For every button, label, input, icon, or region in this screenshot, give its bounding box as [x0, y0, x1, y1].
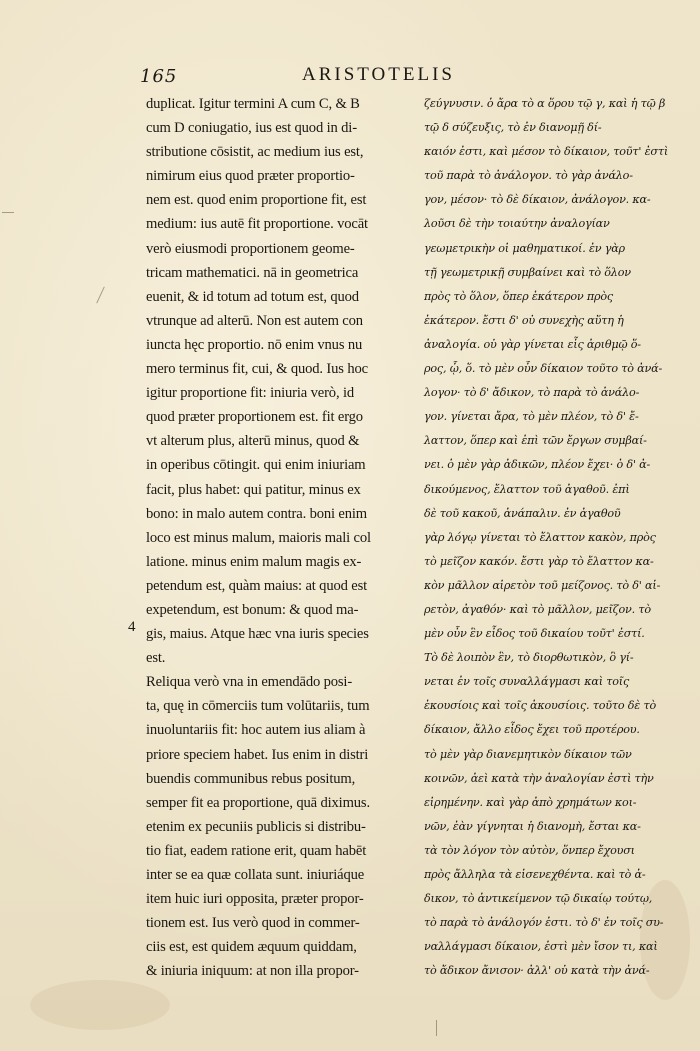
greek-text-line: ρος, ᾧ, ὅ. τὸ μὲν οὖν δίκαιον τοῦτο τὸ ἀνά-: [424, 362, 663, 376]
latin-text-line: gis, maius. Atque hæc vna iuris species: [146, 626, 369, 643]
greek-text-line: δὲ τοῦ κακοῦ, ἀνάπαλιν. ἐν ἀγαθοῦ: [424, 506, 621, 520]
latin-text-line: tricam mathematici. nā in geometrica: [146, 264, 359, 281]
greek-text-line: γεωμετρικὴν οἱ μαθηματικοί. ἐν γὰρ: [424, 241, 625, 255]
greek-text-line: ναλλάγμασι δίκαιον, ἐστὶ μὲν ἴσον τι, καὶ: [424, 940, 658, 954]
greek-text-line: τῇ γεωμετρικῇ συμβαίνει καὶ τὸ ὅλον: [424, 265, 631, 279]
greek-text-line: γὰρ λόγῳ γίνεται τὸ ἔλαττον κακὸν, πρὸς: [424, 530, 656, 544]
latin-text-line: tionem est. Ius verò quod in commer-: [146, 915, 360, 932]
latin-text-line: buendis communibus rebus positum,: [146, 770, 356, 787]
greek-text-line: νῶν, ἐὰν γίγνηται ἡ διανομὴ, ἔσται κα-: [424, 819, 641, 833]
margin-mark: [436, 1020, 437, 1036]
greek-text-line: καιόν ἐστι, καὶ μέσον τὸ δίκαιον, τοῦτ' ἐστὶ: [424, 145, 669, 159]
latin-text-line: inter se ea quæ collata sunt. iniuriáque: [146, 867, 365, 883]
greek-text-line: Τὸ δὲ λοιπὸν ἓν, τὸ διορθωτικὸν, ὃ γί-: [424, 651, 634, 665]
greek-text-line: τοῦ παρὰ τὸ ἀνάλογον. τὸ γὰρ ἀνάλο-: [424, 169, 633, 183]
greek-text-line: δικον, τὸ ἀντικείμενον τῷ δικαίῳ τούτῳ,: [424, 892, 653, 906]
greek-text-line: τὸ μεῖζον κακόν. ἔστι γὰρ τὸ ἔλαττον κα-: [424, 554, 654, 568]
latin-text-line: nimirum eius quod præter proportio-: [146, 168, 355, 185]
greek-text-line: ἑκάτερον. ἔστι δ' οὐ συνεχὴς αὕτη ἡ: [424, 313, 624, 327]
latin-text-line: nem est. quod enim proportione fit, est: [146, 192, 367, 209]
latin-text-line: igitur proportione fit: iniuria verò, id: [146, 385, 354, 402]
latin-text-line: item huic iuri opposita, præter propor-: [146, 891, 364, 908]
greek-text-line: δίκαιον, ἄλλο εἶδος ἔχει τοῦ προτέρου.: [424, 723, 640, 737]
latin-text-line: & iniuria iniquum: at non illa propor-: [146, 963, 359, 980]
greek-text-line: λαττον, ὅπερ καὶ ἐπὶ τῶν ἔργων συμβαί-: [424, 434, 647, 448]
latin-text-line: duplicat. Igitur termini A cum C, & B: [146, 96, 360, 112]
greek-text-line: νεται ἐν τοῖς συναλλάγμασι καὶ τοῖς: [424, 675, 630, 689]
margin-mark: [96, 287, 105, 304]
paper-stain: [30, 980, 170, 1030]
latin-text-line: medium: ius autē fit proportione. vocāt: [146, 216, 368, 233]
greek-text-line: τὸ μὲν γὰρ διανεμητικὸν δίκαιον τῶν: [424, 747, 632, 761]
latin-text-line: priore speciem habet. Ius enim in distri: [146, 746, 369, 763]
greek-text-line: κὸν μᾶλλον αἱρετὸν τοῦ μείζονος. τὸ δ' αἱ-: [424, 578, 661, 592]
greek-text-line: νει. ὁ μὲν γὰρ ἀδικῶν, πλέον ἔχει· ὁ δ' ἀ-: [424, 458, 651, 472]
running-head: ARISTOTELIS: [302, 64, 455, 85]
page-number: 165: [140, 66, 178, 87]
latin-text-line: ta, quę in cōmerciis tum volūtariis, tum: [146, 698, 370, 715]
margin-mark: [2, 212, 14, 213]
greek-text-line: ἑκουσίοις καὶ τοῖς ἀκουσίοις. τοῦτο δὲ τὸ: [424, 699, 656, 713]
greek-text-line: τὸ παρὰ τὸ ἀνάλογόν ἐστι. τὸ δ' ἐν τοῖς συ-: [424, 916, 664, 930]
latin-text-line: ciis est, est quidem æquum quiddam,: [146, 939, 357, 956]
greek-text-line: μὲν οὖν ἓν εἶδος τοῦ δικαίου τοῦτ' ἐστί.: [424, 627, 645, 641]
latin-text-line: semper fit ea proportione, quā diximus.: [146, 794, 370, 811]
latin-text-line: vtrunque ad alterū. Non est autem con: [146, 312, 363, 329]
latin-text-line: cum D coniugatio, ius est quod in di-: [146, 120, 357, 137]
latin-text-line: Reliqua verò vna in emendādo posi-: [146, 674, 353, 691]
greek-text-line: δικούμενος, ἔλαττον τοῦ ἀγαθοῦ. ἐπὶ: [424, 482, 630, 496]
greek-text-line: κοινῶν, ἀεὶ κατὰ τὴν ἀναλογίαν ἐστὶ τὴν: [424, 771, 654, 785]
latin-text-line: mero terminus fit, cui, & quod. Ius hoc: [146, 361, 368, 378]
latin-text-line: iuncta hęc proportio. nō enim vnus nu: [146, 336, 363, 353]
greek-text-line: γον. γίνεται ἄρα, τὸ μὲν πλέον, τὸ δ' ἔ-: [424, 410, 639, 424]
section-number: 4: [128, 619, 136, 635]
greek-text-line: πρὸς τὸ ὅλον, ὅπερ ἑκάτερον πρὸς: [424, 289, 613, 303]
greek-text-line: γον, μέσον· τὸ δὲ δίκαιον, ἀνάλογον. κα-: [424, 193, 651, 207]
greek-text-line: τὸ ἄδικον ἄνισον· ἀλλ' οὐ κατὰ τὴν ἀνά-: [424, 964, 650, 978]
greek-text-line: ρετὸν, ἀγαθόν· καὶ τὸ μᾶλλον, μεῖζον. τὸ: [424, 602, 651, 616]
greek-text-line: τῷ δ σύζευξις, τὸ ἐν διανομῇ δί-: [424, 121, 602, 135]
latin-text-line: stributione cōsistit, ac medium ius est,: [146, 144, 364, 161]
greek-text-line: τὰ τὸν λόγον τὸν αὐτὸν, ὅνπερ ἔχουσι: [424, 843, 635, 857]
latin-text-line: expetendum, est bonum: & quod ma-: [146, 601, 359, 618]
latin-text-line: in operibus cōtingit. qui enim iniuriam: [146, 457, 366, 474]
latin-text-line: euenit, & id totum ad totum est, quod: [146, 288, 359, 305]
latin-text-line: inuoluntariis fit: hoc autem ius aliam à: [146, 722, 366, 739]
latin-text-line: loco est minus malum, maioris mali col: [146, 529, 371, 546]
greek-text-line: λογον· τὸ δ' ἄδικον, τὸ παρὰ τὸ ἀνάλο-: [424, 386, 640, 400]
greek-text-line: εἰρημένην. καὶ γὰρ ἀπὸ χρημάτων κοι-: [424, 795, 637, 809]
greek-text-column: [424, 92, 669, 983]
latin-text-line: latione. minus enim malum magis ex-: [146, 553, 362, 570]
latin-text-line: vt alterum plus, alterū minus, quod &: [146, 433, 360, 450]
latin-text-line: facit, plus habet: qui patitur, minus ex: [146, 481, 361, 498]
latin-text-line: verò eiusmodi proportionem geome-: [146, 240, 355, 257]
latin-text-line: petendum est, quàm maius: at quod est: [146, 577, 368, 594]
greek-text-line: πρὸς ἄλληλα τὰ εἰσενεχθέντα. καὶ τὸ ἀ-: [424, 868, 646, 881]
latin-text-line: etenim ex pecuniis publicis si distribu-: [146, 818, 366, 835]
latin-text-line: tio fiat, eadem ratione erit, quam habēt: [146, 842, 367, 859]
latin-text-column: [146, 92, 414, 983]
latin-text-line: quod præter proportionem est. fit ergo: [146, 409, 363, 426]
greek-text-line: ἀναλογία. οὐ γὰρ γίνεται εἷς ἀριθμῷ ὅ-: [424, 337, 641, 351]
latin-text-line: bono: in malo autem contra. boni enim: [146, 505, 368, 522]
latin-text-line: est.: [146, 650, 166, 667]
greek-text-line: λοῦσι δὲ τὴν τοιαύτην ἀναλογίαν: [424, 217, 610, 231]
greek-text-line: ζεύγνυσιν. ὁ ἄρα τὸ α ὅρου τῷ γ, καὶ ἡ τῷ β: [424, 97, 666, 110]
